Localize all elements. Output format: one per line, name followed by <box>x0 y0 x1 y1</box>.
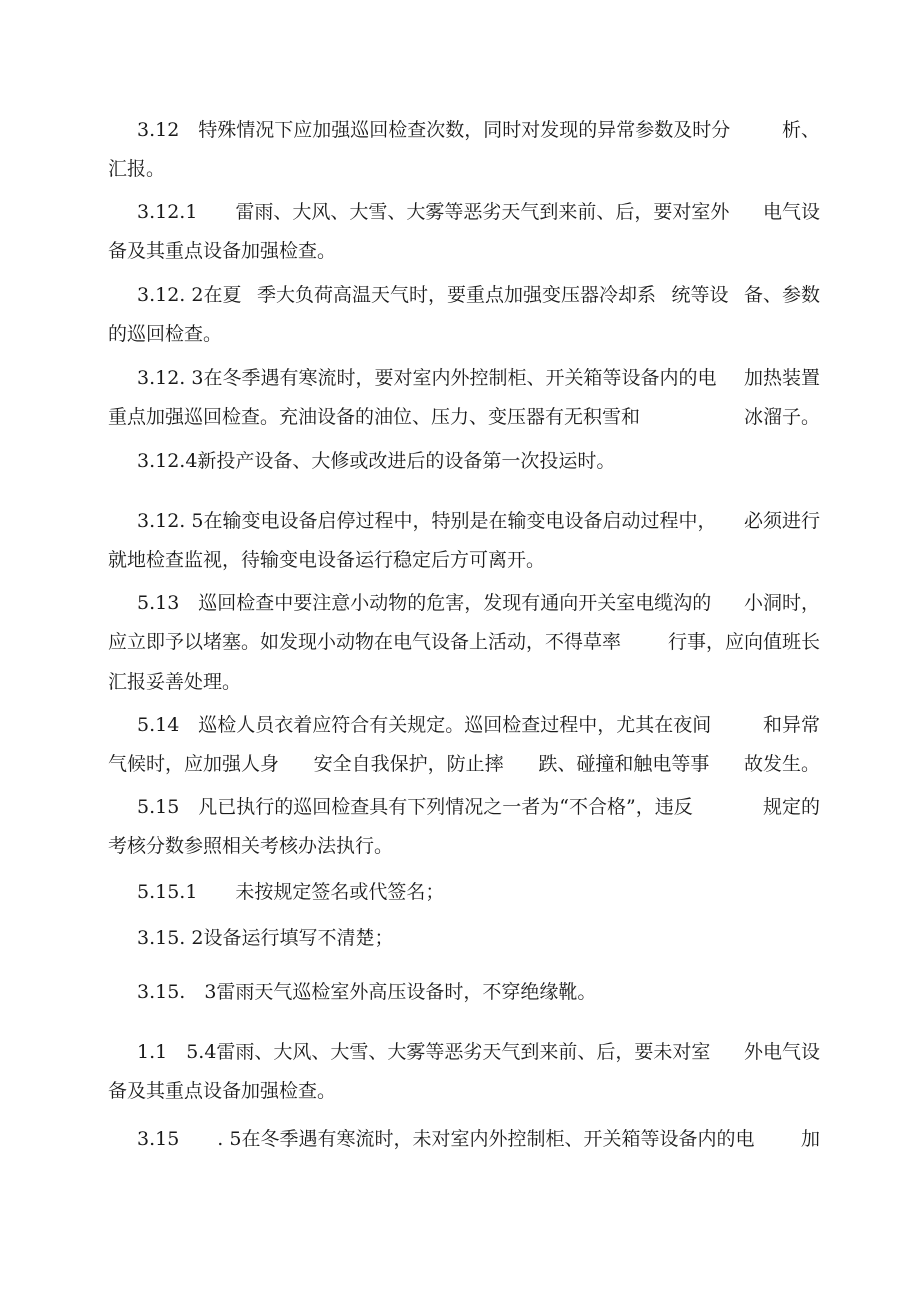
text-segment: 冰溜子。 <box>743 406 820 428</box>
text-segment: 的巡回检查。 <box>108 323 223 345</box>
text-segment: 5.15 凡已执行的巡回检查具有下列情况之一者为“不合格”，违反 <box>137 796 693 818</box>
text-line <box>108 157 820 181</box>
text-line <box>108 322 820 346</box>
text-segment: 应立即予以堵塞。如发现小动物在电气设备上活动，不得草率 <box>108 631 622 653</box>
text-line <box>137 880 820 904</box>
text-line <box>137 926 820 950</box>
text-segment: 考核分数参照相关考核办法执行。 <box>108 835 394 857</box>
text-segment: 备及其重点设备加强检查。 <box>108 1080 337 1102</box>
text-segment: 析、 <box>781 119 820 141</box>
text-segment: 加热装置 <box>743 367 820 389</box>
text-line <box>137 1040 820 1064</box>
text-line <box>137 118 820 142</box>
text-segment: 小洞时， <box>743 592 820 614</box>
text-segment: 备及其重点设备加强检查。 <box>108 240 337 262</box>
text-segment: 加 <box>800 1128 820 1150</box>
text-line <box>108 834 820 858</box>
text-line <box>108 752 820 776</box>
text-segment: 电气设 <box>762 201 820 223</box>
text-segment: 5.15.1 未按规定签名或代签名； <box>137 881 445 903</box>
text-line <box>137 795 820 819</box>
text-segment: 外电气设 <box>743 1041 820 1063</box>
text-line <box>108 1079 820 1103</box>
text-segment: 3.12. 2在夏 <box>137 284 242 306</box>
text-segment: 气候时，应加强人身 <box>108 753 280 775</box>
text-segment: 3.15 . 5在冬季遇有寒流时，未对室内外控制柜、开关箱等设备内的电 <box>137 1128 755 1150</box>
text-segment: 汇报妥善处理。 <box>108 671 242 693</box>
text-segment: 3.12. 3在冬季遇有寒流时，要对室内外控制柜、开关箱等设备内的电 <box>137 367 717 389</box>
text-segment: 季大负荷高温天气时，要重点加强变压器冷却系 <box>256 284 656 306</box>
text-line <box>137 366 820 390</box>
text-segment: 5.13 巡回检查中要注意小动物的危害，发现有通向开关室电缆沟的 <box>137 592 712 614</box>
text-segment: 3.12. 5在输变电设备启停过程中，特别是在输变电设备启动过程中， <box>137 510 717 532</box>
text-line <box>108 548 820 572</box>
text-line <box>137 713 820 737</box>
text-segment: 统等设 <box>671 284 729 306</box>
text-segment: 和异常 <box>762 714 820 736</box>
text-segment: 跌、碰撞和触电等事 <box>538 753 710 775</box>
text-segment: 备、参数 <box>743 284 820 306</box>
text-line <box>108 670 820 694</box>
text-line <box>137 509 820 533</box>
text-segment: 3.15. 3雷雨天气巡检室外高压设备时，不穿绝缘靴。 <box>137 981 597 1003</box>
text-segment: 3.12.1 雷雨、大风、大雪、大雾等恶劣天气到来前、后，要对室外 <box>137 201 730 223</box>
text-segment: 3.15. 2设备运行填写不清楚； <box>137 927 394 949</box>
text-segment: 故发生。 <box>743 753 820 775</box>
text-line <box>137 980 820 1004</box>
text-line <box>137 591 820 615</box>
text-segment: 重点加强巡回检查。充油设备的油位、压力、变压器有无积雪和 <box>108 406 641 428</box>
text-line <box>137 200 820 224</box>
text-segment: 必须进行 <box>743 510 820 532</box>
text-segment: 行事，应向值班长 <box>667 631 820 653</box>
text-line <box>108 405 820 429</box>
text-segment: 规定的 <box>762 796 820 818</box>
text-line <box>137 1127 820 1151</box>
text-line <box>137 283 820 307</box>
text-segment: 就地检查监视，待输变电设备运行稳定后方可离开。 <box>108 549 546 571</box>
text-segment: 5.14 巡检人员衣着应符合有关规定。巡回检查过程中，尤其在夜间 <box>137 714 712 736</box>
text-segment: 汇报。 <box>108 158 166 180</box>
text-line <box>137 449 820 473</box>
text-segment: 安全自我保护，防止摔 <box>313 753 504 775</box>
text-line <box>108 630 820 654</box>
text-line <box>108 239 820 263</box>
text-segment: 1.1 5.4雷雨、大风、大雪、大雾等恶劣天气到来前、后，要未对室 <box>137 1041 711 1063</box>
text-segment: 3.12.4新投产设备、大修或改进后的设备第一次投运时。 <box>137 450 616 472</box>
text-segment: 3.12 特殊情况下应加强巡回检查次数，同时对发现的异常参数及时分 <box>137 119 731 141</box>
